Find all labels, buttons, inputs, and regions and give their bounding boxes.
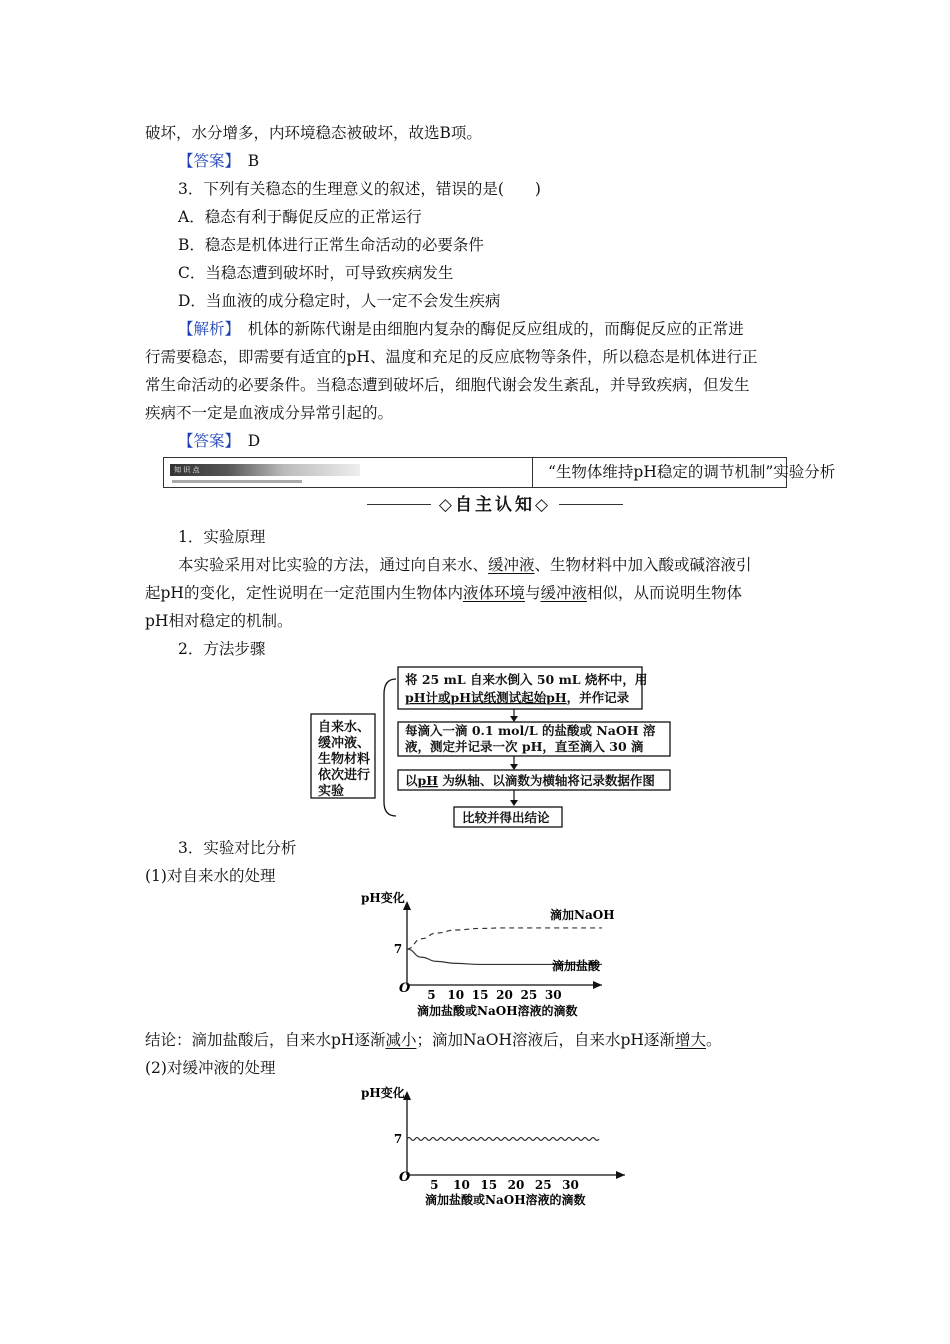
divider [532, 458, 533, 487]
x-tick-label: 5 [430, 1178, 439, 1192]
section-title-text: 自主认知 [455, 495, 535, 515]
series-line [407, 1138, 599, 1141]
step-3-text [405, 773, 655, 788]
chart-buffer [355, 1083, 635, 1213]
x-axis-label: 滴加盐酸或NaOH溶液的滴数 [425, 1193, 586, 1207]
text: 与 [524, 584, 541, 602]
x-tick-label: 20 [496, 988, 513, 1002]
left-box-line: 实验 [318, 784, 345, 799]
knowledge-point-header [163, 457, 836, 488]
y-tick-label: 7 [393, 1132, 403, 1146]
x-tick-label: 10 [453, 1178, 470, 1192]
x-tick-label: 20 [507, 1178, 525, 1192]
text: ；滴加NaOH溶液后，自来水pH逐渐 [416, 1031, 675, 1049]
text: 相似，从而说明生物体 [587, 584, 743, 602]
step-2-line-1: 每滴入一滴 0.1 mol/L 的盐酸或 NaOH 溶 [405, 723, 656, 738]
text: 以 [405, 773, 418, 788]
question-stem: 3．下列有关稳态的生理意义的叙述，错误的是( ) [178, 180, 541, 198]
sub-heading-2: (2)对缓冲液的处理 [145, 1059, 276, 1077]
conclusion-line [145, 1030, 721, 1050]
series-label: 滴加盐酸 [552, 959, 601, 973]
left-box-line: 自来水、 [318, 720, 371, 735]
analysis-line-4: 疾病不一定是血液成分异常引起的。 [145, 404, 394, 422]
answer-label: 【答案】 [178, 432, 233, 450]
x-tick-label: 30 [562, 1178, 579, 1192]
left-box-line: 依次进行 [318, 768, 371, 783]
option-a: A．稳态有利于酶促反应的正常运行 [178, 208, 422, 226]
heading-comparison: 3．实验对比分析 [178, 839, 297, 857]
answer-value: B [247, 152, 260, 170]
knowledge-point-tag [170, 464, 360, 476]
blank-answer: 减小 [385, 1031, 417, 1049]
answer-label: 【答案】 [178, 152, 233, 170]
text: ，并作记录 [566, 690, 630, 705]
brace [384, 679, 396, 816]
arrow-head [510, 764, 518, 770]
step-4-text: 比较并得出结论 [462, 810, 550, 825]
principle-line-3: pH相对稳定的机制。 [145, 612, 293, 630]
analysis-line-2: 行需要稳态，即需要有适宜的pH、温度和充足的反应底物等条件，所以稳态是机体进行正 [145, 348, 758, 366]
series-line [407, 928, 602, 949]
x-tick-label: 25 [520, 988, 538, 1002]
principle-line-1 [178, 555, 752, 575]
arrow-head [510, 800, 518, 806]
x-tick-label: 15 [471, 988, 489, 1002]
origin-label: O [399, 981, 411, 996]
section-heading [367, 493, 623, 517]
x-axis-arrow [616, 1171, 625, 1179]
text-line: 破坏，水分增多，内环境稳态被破坏，故选B项。 [145, 124, 482, 142]
answer-line [178, 431, 260, 451]
method-flow-diagram [300, 662, 680, 832]
answer-line [178, 151, 259, 171]
x-tick-label: 15 [480, 1178, 498, 1192]
text: 、生物材料中加入酸或碱溶液引 [534, 556, 752, 574]
y-tick-label: 7 [393, 942, 403, 956]
decor-bar [172, 480, 302, 483]
text: 本实验采用对比实验的方法，通过向自来水、 [178, 556, 489, 574]
blank-answer: 缓冲液 [488, 556, 535, 574]
x-tick-label: 10 [447, 988, 465, 1002]
blank-answer: 增大 [674, 1031, 706, 1049]
step-1-line-2 [405, 690, 630, 705]
analysis-text: 机体的新陈代谢是由细胞内复杂的酶促反应组成的，而酶促反应的正常进 [232, 320, 744, 338]
tag-text: 知 识 点 [174, 466, 200, 474]
text: 为纵轴、以滴数为横轴将记录数据作图 [438, 773, 655, 788]
x-tick-label: 25 [534, 1178, 552, 1192]
analysis-line-1 [178, 319, 744, 339]
blank-answer: pH计或pH试纸测试起始pH [405, 690, 567, 705]
blank-answer: 缓冲液 [540, 584, 587, 602]
blank-answer: 液体环境 [462, 584, 525, 602]
divider [559, 504, 623, 505]
answer-value: D [247, 432, 261, 450]
header-title: “生物体维持pH稳定的调节机制”实验分析 [548, 463, 836, 481]
origin-label: O [399, 1170, 411, 1185]
marks [394, 901, 615, 1002]
left-box-line: 缓冲液、 [318, 736, 371, 751]
section-title: ◇自主认知◇ [438, 495, 552, 515]
x-tick-label: 30 [544, 988, 562, 1002]
heading-principle: 1．实验原理 [178, 528, 266, 546]
text: 。 [705, 1031, 722, 1049]
x-tick-label: 5 [427, 988, 436, 1002]
y-axis-label: pH变化 [361, 1086, 405, 1100]
divider [367, 504, 431, 505]
sub-heading-1: (1)对自来水的处理 [145, 867, 276, 885]
y-axis-label: pH变化 [361, 891, 405, 905]
marks [394, 1091, 625, 1192]
principle-line-2 [145, 583, 742, 603]
arrow-head [510, 716, 518, 722]
blank-answer: pH [417, 773, 439, 788]
option-c: C．当稳态遭到破坏时，可导致疾病发生 [178, 264, 454, 282]
left-box-line: 生物材料 [318, 752, 371, 767]
step-1-line-1: 将 25 mL 自来水倒入 50 mL 烧杯中，用 [405, 672, 648, 687]
chart-tap-water [355, 888, 635, 1018]
x-axis-label: 滴加盐酸或NaOH溶液的滴数 [417, 1004, 578, 1018]
text: 起pH的变化，定性说明在一定范围内生物体内 [145, 584, 463, 602]
text: 结论：滴加盐酸后，自来水pH逐渐 [145, 1031, 386, 1049]
series-label: 滴加NaOH [550, 908, 615, 922]
option-d: D．当血液的成分稳定时，人一定不会发生疾病 [178, 292, 501, 310]
analysis-label: 【解析】 [178, 320, 233, 338]
option-b: B．稳态是机体进行正常生命活动的必要条件 [178, 236, 484, 254]
x-axis-arrow [593, 981, 602, 989]
heading-method: 2．方法步骤 [178, 640, 266, 658]
analysis-line-3: 常生命活动的必要条件。当稳态遭到破坏后，细胞代谢会发生紊乱，并导致疾病，但发生 [145, 376, 750, 394]
step-2-line-2: 液，测定并记录一次 pH，直至滴入 30 滴 [405, 739, 644, 754]
